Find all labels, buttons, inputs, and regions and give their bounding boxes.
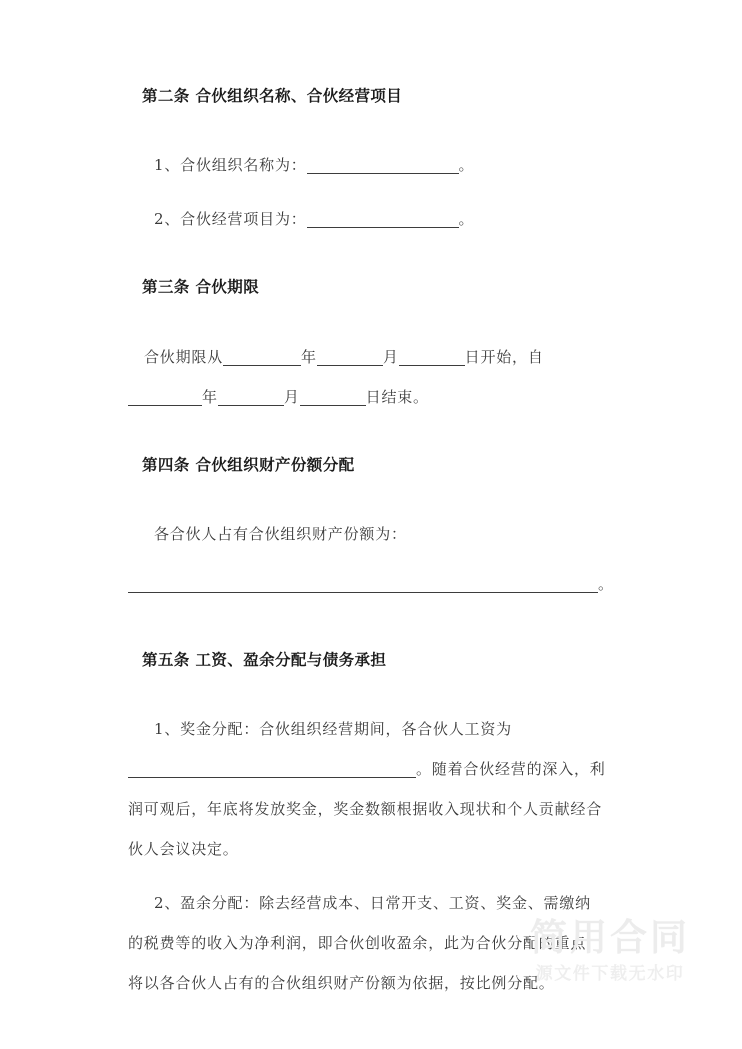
start-day-unit: 日 (464, 347, 481, 366)
spacer (128, 107, 614, 145)
property-share-blank[interactable] (128, 591, 598, 593)
clause3-term-line-1 (128, 337, 614, 377)
clause2-item-1-label: 1、合伙组织名称为： (154, 156, 307, 175)
salary-amount-blank[interactable] (128, 776, 416, 778)
clause2-item-2 (128, 199, 614, 239)
clause2-item-2-period: 。 (458, 210, 475, 229)
org-name-blank[interactable] (307, 172, 459, 174)
end-month-unit: 月 (283, 387, 300, 406)
start-year-blank[interactable] (223, 364, 301, 366)
clause-heading-3: 第三条 合伙期限 (142, 277, 260, 297)
clause5-item-2-line-3: 将以各合伙人占有的合伙组织财产份额为依据，按比例分配。 (128, 974, 555, 992)
clause2-item-2-label: 2、合伙经营项目为： (154, 210, 307, 229)
clause-heading-2: 第二条 合伙组织名称、合伙经营项目 (142, 86, 403, 105)
spacer (128, 476, 614, 514)
clause4-share-line (128, 564, 614, 604)
spacer (128, 417, 614, 453)
spacer (128, 604, 614, 648)
start-month-blank[interactable] (317, 364, 383, 366)
business-project-blank[interactable] (307, 226, 459, 228)
spacer (128, 671, 614, 709)
clause-heading-5: 第五条 工资、盈余分配与债务承担 (142, 649, 387, 669)
spacer (128, 185, 614, 199)
end-year-unit: 年 (202, 387, 218, 406)
end-day-blank[interactable] (300, 404, 366, 406)
clause3-start-tail: 开始，自 (480, 347, 544, 366)
clause5-item-2-line-2: 的税费等的收入为净利润，即合伙创收盈余，此为合伙分配的重点， (128, 934, 603, 952)
clause3-lead: 合伙期限从 (144, 347, 224, 366)
start-day-blank[interactable] (399, 364, 465, 366)
end-day-unit: 日 (365, 387, 382, 406)
clause5-item-1-line-3: 润可观后，年底将发放奖金，奖金数额根据收入现状和个人贡献经合 (128, 800, 603, 818)
clause5-item-1-line-2 (128, 749, 614, 789)
spacer (128, 554, 614, 564)
start-month-unit: 月 (382, 347, 399, 366)
clause5-item-1-line-1: 1、奖金分配：合伙组织经营期间，各合伙人工资为 (154, 720, 512, 738)
clause4-lead: 各合伙人占有合伙组织财产份额为： (154, 524, 407, 543)
watermark-title: 简用合同 (530, 916, 690, 959)
clause3-term-line-2 (128, 377, 614, 417)
spacer (128, 299, 614, 337)
document-content (128, 84, 614, 1003)
clause-heading-4: 第四条 合伙组织财产份额分配 (142, 454, 355, 474)
clause5-item-1-line-4: 伙人会议决定。 (128, 840, 239, 858)
end-year-blank[interactable] (128, 404, 202, 406)
spacer (128, 869, 614, 883)
start-year-unit: 年 (301, 347, 317, 366)
clause3-end-tail: 结束。 (381, 387, 429, 406)
spacer (128, 239, 614, 275)
clause5-item-1-line-2-text: 。随着合伙经营的深入，利 (416, 760, 606, 778)
end-month-blank[interactable] (218, 404, 284, 406)
clause4-period: 。 (598, 574, 614, 593)
watermark-subtitle: 源文件下载无水印 (535, 964, 685, 984)
clause2-item-1-period: 。 (458, 156, 475, 175)
clause5-item-2-line-1: 2、盈余分配：除去经营成本、日常开支、工资、奖金、需缴纳 (154, 894, 591, 912)
clause2-item-1 (128, 145, 614, 185)
